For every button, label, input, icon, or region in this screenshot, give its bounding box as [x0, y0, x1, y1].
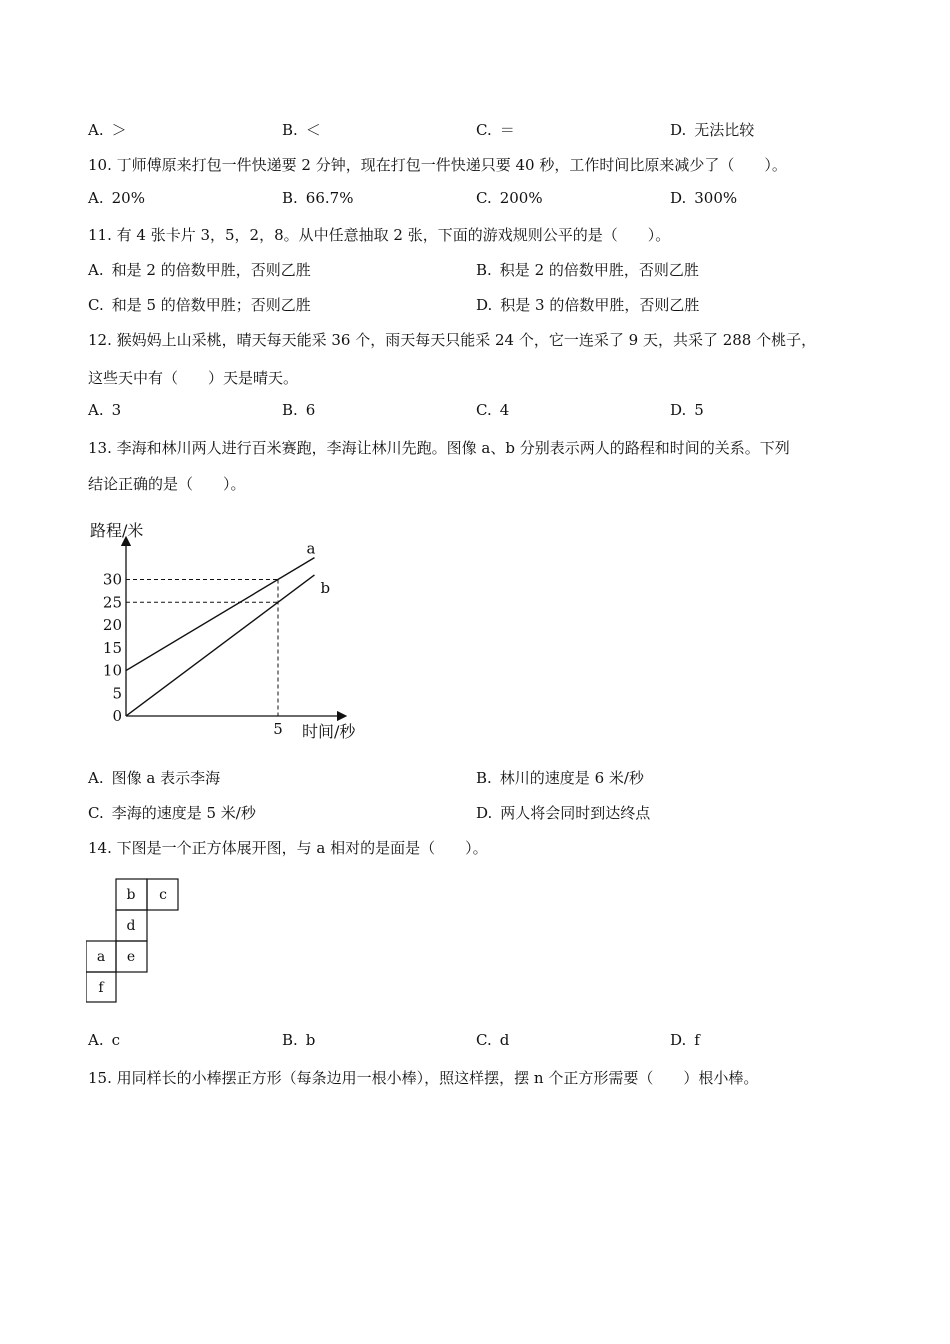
q13-option-d: D. 两人将会同时到达终点 [476, 804, 651, 822]
q14-option-c: C. d [476, 1031, 510, 1049]
x-tick-label: 5 [273, 720, 283, 738]
y-tick-label: 0 [112, 707, 122, 725]
series-line-b [126, 575, 314, 716]
net-label-e: e [126, 949, 136, 965]
series-label-a: a [306, 539, 316, 558]
q12-text-line2: 这些天中有（ ）天是晴天。 [88, 369, 299, 387]
q12-option-b: B. 6 [282, 401, 316, 419]
x-axis-label: 时间/秒 [302, 722, 356, 741]
cube-net-diagram [86, 878, 182, 1004]
q10-option-b: B. 66.7% [282, 189, 354, 207]
series-label-b: b [320, 578, 331, 597]
y-axis-label: 路程/米 [90, 521, 144, 540]
q15-text: 15. 用同样长的小棒摆正方形（每条边用一根小棒），照这样摆，摆 n 个正方形需要（ ）根小棒。 [88, 1069, 759, 1087]
q10-option-c: C. 200% [476, 189, 543, 207]
y-tick-label: 20 [102, 616, 122, 634]
q14-option-b: B. b [282, 1031, 316, 1049]
q11-option-c: C. 和是 5 的倍数甲胜；否则乙胜 [88, 296, 311, 314]
q13-text-line1: 13. 李海和林川两人进行百米赛跑，李海让林川先跑。图像 a、b 分别表示两人的路程和时间的关系。下列 [88, 439, 790, 457]
net-label-d: d [126, 918, 136, 934]
q14-option-a: A. c [88, 1031, 121, 1049]
y-tick-label: 30 [102, 570, 122, 589]
series-line-a [126, 558, 314, 671]
q9-option-c: C. ＝ [476, 121, 515, 139]
q9-option-b: B. ＜ [282, 121, 321, 139]
y-tick-label: 15 [102, 638, 122, 657]
q12-option-d: D. 5 [670, 401, 704, 419]
q12-option-a: A. 3 [88, 401, 122, 419]
q12-option-c: C. 4 [476, 401, 510, 419]
q9-option-a: A. ＞ [88, 121, 127, 139]
q14-option-d: D. f [670, 1031, 700, 1049]
q10-text: 10. 丁师傅原来打包一件快递要 2 分钟，现在打包一件快递只要 40 秒，工作时间比原来减少了（ ）。 [88, 156, 787, 174]
q11-option-d: D. 积是 3 的倍数甲胜，否则乙胜 [476, 296, 700, 314]
q9-option-d: D. 无法比较 [670, 121, 755, 139]
q13-option-c: C. 李海的速度是 5 米/秒 [88, 804, 256, 822]
q10-option-a: A. 20% [88, 189, 145, 207]
y-tick-label: 10 [102, 661, 122, 680]
q11-text: 11. 有 4 张卡片 3，5，2，8。从中任意抽取 2 张，下面的游戏规则公平的是（ ）。 [88, 226, 671, 244]
y-tick-label: 5 [112, 684, 122, 703]
q13-option-a: A. 图像 a 表示李海 [88, 769, 221, 787]
q12-text-line1: 12. 猴妈妈上山采桃，晴天每天能采 36 个，雨天每天只能采 24 个，它一连采了 9 天，共采了 288 个桃子， [88, 331, 817, 349]
net-label-f: f [98, 980, 104, 996]
net-label-b: b [126, 887, 136, 903]
net-label-a: a [96, 949, 106, 965]
q11-option-b: B. 积是 2 的倍数甲胜，否则乙胜 [476, 261, 699, 279]
net-label-c: c [159, 887, 167, 903]
q14-text: 14. 下图是一个正方体展开图，与 a 相对的是面是（ ）。 [88, 839, 488, 857]
distance-time-chart [80, 515, 380, 745]
q10-option-d: D. 300% [670, 189, 738, 207]
q11-option-a: A. 和是 2 的倍数甲胜，否则乙胜 [88, 261, 311, 279]
q13-text-line2: 结论正确的是（ ）。 [88, 475, 246, 493]
q13-option-b: B. 林川的速度是 6 米/秒 [476, 769, 644, 787]
y-tick-label: 25 [102, 593, 122, 612]
